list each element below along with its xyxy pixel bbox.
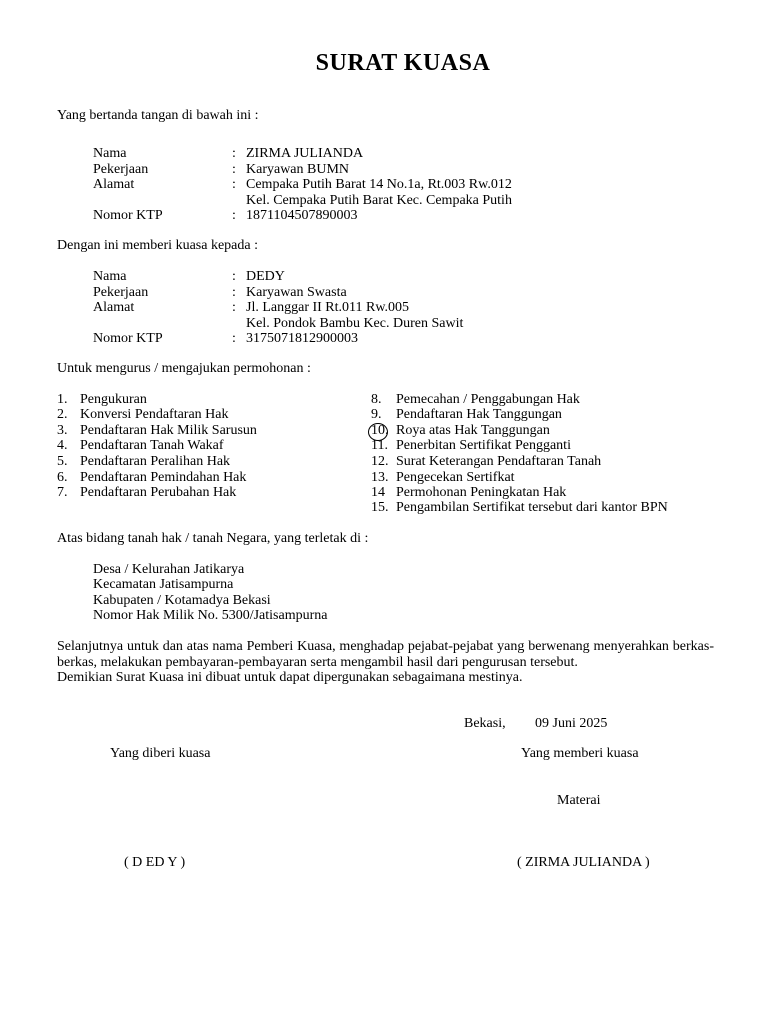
receiver-signature-name: ( D ED Y ) <box>124 855 186 870</box>
list-item-number: 15. <box>371 500 389 515</box>
list-item: Pendaftaran Hak Milik Sarusun <box>80 423 257 438</box>
list-item: Pengukuran <box>80 392 147 407</box>
list-item: Konversi Pendaftaran Hak <box>80 407 229 422</box>
intro-text: Yang bertanda tangan di bawah ini : <box>57 108 259 123</box>
list-item: Pendaftaran Perubahan Hak <box>80 485 237 500</box>
list-item-number: 8. <box>371 392 382 407</box>
giver-pekerjaan: Karyawan BUMN <box>246 162 350 177</box>
receiver-ktp: 3175071812900003 <box>246 331 358 346</box>
giver-pekerjaan-label: Pekerjaan <box>93 162 149 177</box>
colon: : <box>232 269 236 284</box>
purpose-intro-text: Untuk mengurus / mengajukan permohonan : <box>57 361 311 376</box>
giver-ktp: 1871104507890003 <box>246 208 358 223</box>
list-item: Pengecekan Sertifkat <box>396 470 515 485</box>
giver-signature-label: Yang memberi kuasa <box>521 746 639 761</box>
list-item: Pemecahan / Penggabungan Hak <box>396 392 580 407</box>
list-item-number: 1. <box>57 392 68 407</box>
closing-statement: Demikian Surat Kuasa ini dibuat untuk dapat dipergunakan sebagaimana mestinya. <box>57 670 523 685</box>
document-title: SURAT KUASA <box>315 50 491 76</box>
list-item-number: 14 <box>371 485 385 500</box>
receiver-pekerjaan: Karyawan Swasta <box>246 285 347 300</box>
list-item: Penerbitan Sertifikat Pengganti <box>396 438 571 453</box>
giver-alamat-label: Alamat <box>93 177 135 192</box>
list-item-selected: Roya atas Hak Tanggungan <box>396 423 550 438</box>
land-nomor-hak: Nomor Hak Milik No. 5300/Jatisampurna <box>93 608 328 623</box>
land-desa: Desa / Kelurahan Jatikarya <box>93 562 245 577</box>
list-item-number: 5. <box>57 454 68 469</box>
grant-intro-text: Dengan ini memberi kuasa kepada : <box>57 238 258 253</box>
list-item: Surat Keterangan Pendaftaran Tanah <box>396 454 602 469</box>
list-item: Pendaftaran Tanah Wakaf <box>80 438 224 453</box>
giver-alamat-line1: Cempaka Putih Barat 14 No.1a, Rt.003 Rw.012 <box>246 177 512 192</box>
colon: : <box>232 208 236 223</box>
colon: : <box>232 331 236 346</box>
materai-stamp-label: Materai <box>557 793 601 808</box>
receiver-ktp-label: Nomor KTP <box>93 331 163 346</box>
colon: : <box>232 300 236 315</box>
signing-place: Bekasi, <box>464 716 506 731</box>
signing-date: 09 Juni 2025 <box>535 716 608 731</box>
list-item-number: 9. <box>371 407 382 422</box>
list-item-number-selected: 10. <box>371 423 389 438</box>
giver-ktp-label: Nomor KTP <box>93 208 163 223</box>
land-kecamatan: Kecamatan Jatisampurna <box>93 577 234 592</box>
colon: : <box>232 285 236 300</box>
receiver-pekerjaan-label: Pekerjaan <box>93 285 149 300</box>
giver-nama-label: Nama <box>93 146 127 161</box>
closing-paragraph: Selanjutnya untuk dan atas nama Pemberi Kuasa, menghadap pejabat-pejabat yang berwenang menyerahkan berkas-berkas, melakukan pembayaran-pembayaran serta mengambil hasil dari pengurusan tersebut. <box>57 639 714 670</box>
receiver-alamat-line2: Kel. Pondok Bambu Kec. Duren Sawit <box>246 316 464 331</box>
giver-alamat-line2: Kel. Cempaka Putih Barat Kec. Cempaka Putih <box>246 193 512 208</box>
list-item-number: 7. <box>57 485 68 500</box>
list-item: Pendaftaran Pemindahan Hak <box>80 470 247 485</box>
giver-nama: ZIRMA JULIANDA <box>246 146 364 161</box>
receiver-nama: DEDY <box>246 269 285 284</box>
list-item: Permohonan Peningkatan Hak <box>396 485 567 500</box>
receiver-signature-label: Yang diberi kuasa <box>110 746 211 761</box>
list-item-number: 12. <box>371 454 389 469</box>
list-item-number: 11. <box>371 438 388 453</box>
receiver-alamat-line1: Jl. Langgar II Rt.011 Rw.005 <box>246 300 410 315</box>
list-item-number: 2. <box>57 407 68 422</box>
list-item-number: 3. <box>57 423 68 438</box>
land-intro-text: Atas bidang tanah hak / tanah Negara, yang terletak di : <box>57 531 369 546</box>
list-item: Pendaftaran Peralihan Hak <box>80 454 231 469</box>
list-item: Pengambilan Sertifikat tersebut dari kantor BPN <box>396 500 668 515</box>
colon: : <box>232 162 236 177</box>
list-item: Pendaftaran Hak Tanggungan <box>396 407 562 422</box>
list-item-number: 6. <box>57 470 68 485</box>
receiver-alamat-label: Alamat <box>93 300 135 315</box>
colon: : <box>232 146 236 161</box>
receiver-nama-label: Nama <box>93 269 127 284</box>
land-kabupaten: Kabupaten / Kotamadya Bekasi <box>93 593 271 608</box>
list-item-number: 4. <box>57 438 68 453</box>
giver-signature-name: ( ZIRMA JULIANDA ) <box>517 855 650 870</box>
list-item-number: 13. <box>371 470 389 485</box>
colon: : <box>232 177 236 192</box>
